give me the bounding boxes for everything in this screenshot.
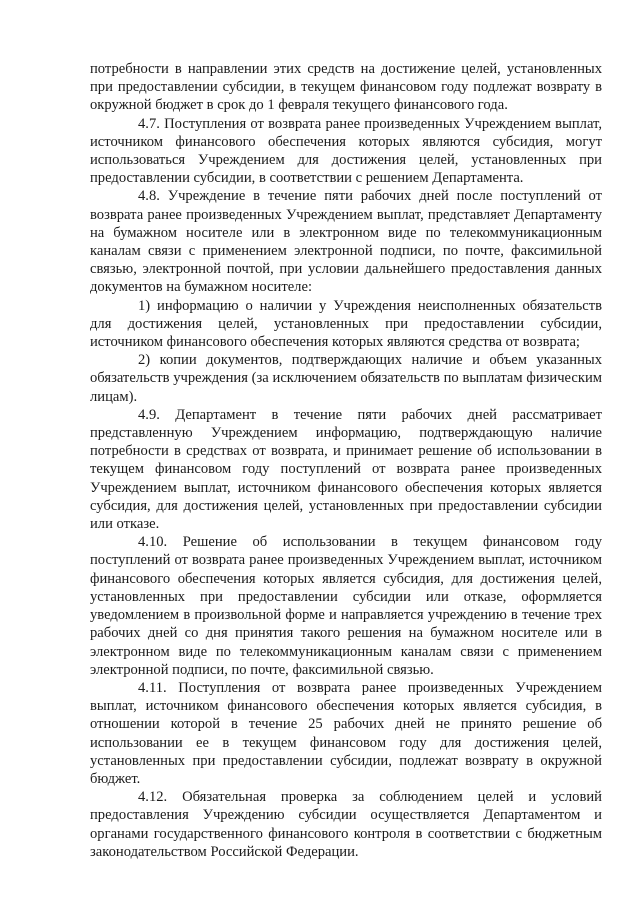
- paragraph-4-10: 4.10. Решение об использовании в текущем финансовом году поступлений от возврата ранее произведенных Учреждением выплат, источником финансового обеспечения которых является субсидия, для достижения целей, установленных при предоставлении субсидии или отказе, оформляется уведомлением в произвольной форме и направляется учреждению в течение трех рабочих дней со дня принятия такого решения на бумажном носителе или в электронном виде по телекоммуникационным каналам связи с применением электронной подписи, по почте, факсимильной связью.: [90, 534, 602, 678]
- paragraph-4-8-item-2: 2) копии документов, подтверждающих наличие и объем указанных обязательств учреждения (за исключением обязательств по выплатам физическим лицам).: [90, 352, 602, 405]
- document-page: [90, 60, 602, 861]
- paragraph-4-8: 4.8. Учреждение в течение пяти рабочих дней после поступлений от возврата ранее произведенных Учреждением выплат, представляет Департаменту на бумажном носителе или в электронном виде по телекоммуникационным каналам связи с применением электронной подписи, по почте, факсимильной связью, электронной почтой, при условии дальнейшего предоставления данных документов на бумажном носителе:: [90, 188, 602, 296]
- paragraph-continuation: потребности в направлении этих средств на достижение целей, установленных при предоставлении субсидии, в текущем финансовом году подлежат возврату в окружной бюджет в срок до 1 февраля текущего финансового года.: [90, 61, 602, 114]
- paragraph-4-8-item-1: 1) информацию о наличии у Учреждения неисполненных обязательств для достижения целей, установленных при предоставлении субсидии, источником финансового обеспечения которых являются средства от возврата;: [90, 297, 602, 351]
- paragraph-4-12: 4.12. Обязательная проверка за соблюдением целей и условий предоставления Учреждению субсидии осуществляется Департаментом и органами государственного финансового контроля в соответствии с бюджетным законодательством Российской Федерации.: [90, 789, 602, 860]
- paragraph-4-7: 4.7. Поступления от возврата ранее произведенных Учреждением выплат, источником финансового обеспечения которых являются субсидия, могут использоваться Учреждением для достижения целей, установленных при предоставлении субсидии, в соответствии с решением Департамента.: [90, 115, 602, 187]
- paragraph-4-9: 4.9. Департамент в течение пяти рабочих дней рассматривает представленную Учреждением информацию, подтверждающую наличие потребности в средствах от возврата, и принимает решение об использовании в текущем финансовом году поступлений от возврата ранее произведенных Учреждением выплат, источником финансового обеспечения которых является субсидия, для достижения целей, установленных при предоставлении субсидии или отказе.: [90, 406, 602, 533]
- paragraph-4-11: 4.11. Поступления от возврата ранее произведенных Учреждением выплат, источником финансового обеспечения которых является субсидия, в отношении которой в течение 25 рабочих дней не принято решение об использовании ее в текущем финансовом году для достижения целей, установленных при предоставлении субсидии, подлежат возврату в окружной бюджет.: [90, 679, 602, 787]
